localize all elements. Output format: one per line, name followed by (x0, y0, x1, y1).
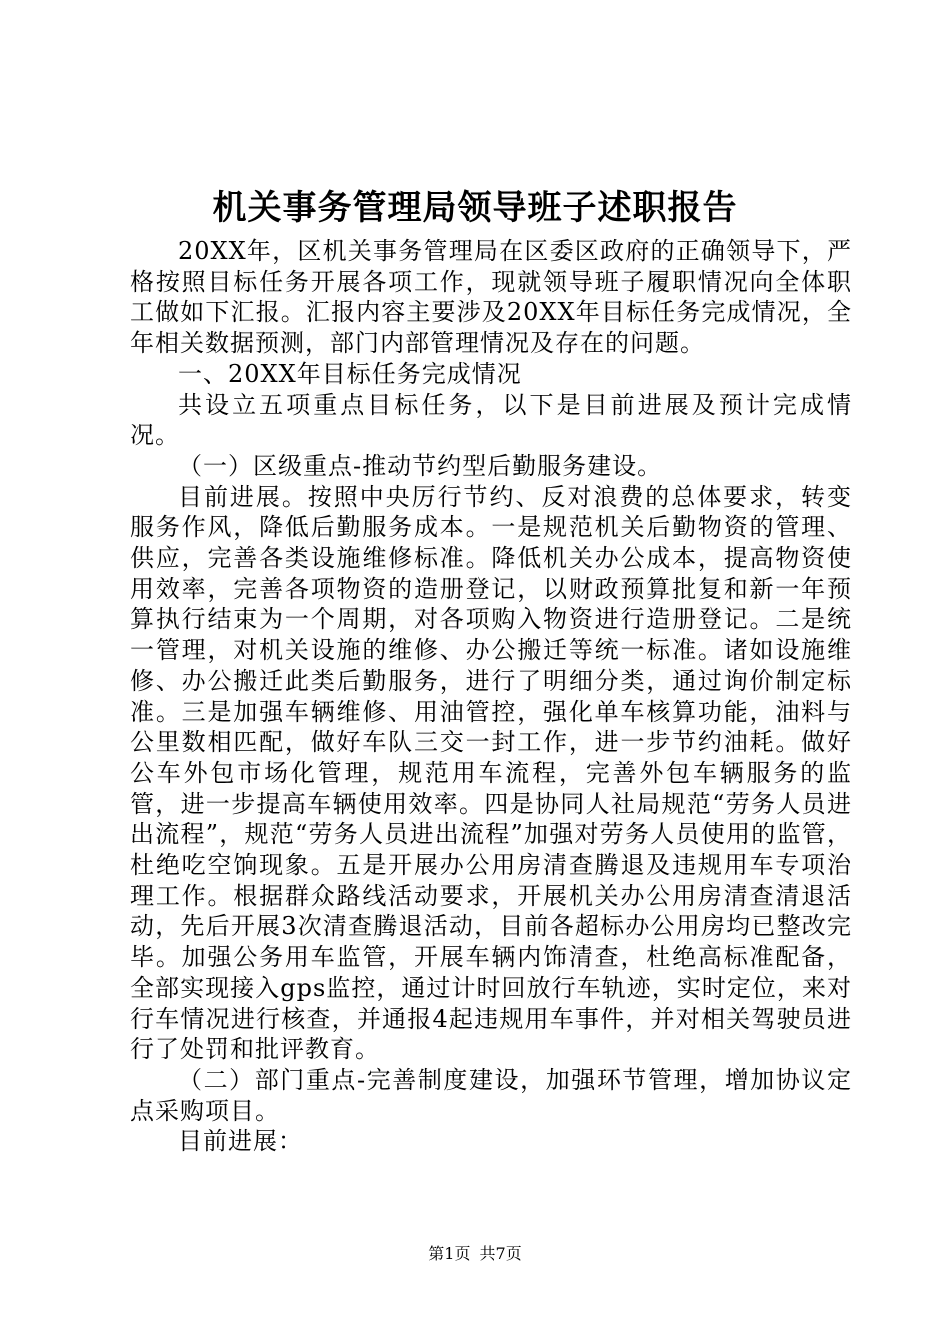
page-total: 共7页 (479, 1244, 522, 1263)
paragraph-intro: 20XX年，区机关事务管理局在区委区政府的正确领导下，严格按照目标任务开展各项工作，现就领导班子履职情况向全体职工做如下汇报。汇报内容主要涉及20XX年目标任务完成情况，全年相关数据预测，部门内部管理情况及存在的问题。 (130, 237, 852, 358)
document-title: 机关事务管理局领导班子述职报告 (212, 188, 738, 228)
subsection-heading-2: （二）部门重点-完善制度建设，加强环节管理，增加协议定点采购项目。 (130, 1065, 852, 1125)
document-body (130, 236, 852, 1157)
section-heading-1: 一、20XX年目标任务完成情况 (178, 359, 522, 388)
paragraph-overview: 共设立五项重点目标任务，以下是目前进展及预计完成情况。 (130, 390, 852, 450)
subsection-heading-1: （一）区级重点-推动节约型后勤服务建设。 (178, 451, 663, 480)
page-number: 第1页 (428, 1244, 471, 1263)
page-footer (0, 1243, 950, 1265)
paragraph-progress-1: 目前进展。按照中央厉行节约、反对浪费的总体要求，转变服务作风，降低后勤服务成本。一是规范机关后勤物资的管理、供应，完善各类设施维修标准。降低机关办公成本，提高物资使用效率，完善各项物资的造册登记，以财政预算批复和新一年预算执行结束为一个周期，对各项购入物资进行造册登记。二是统一管理，对机关设施的维修、办公搬迁等统一标准。诸如设施维修、办公搬迁此类后勤服务，进行了明细分类，通过询价制定标准。三是加强车辆维修、用油管控，强化单车核算功能，油料与公里数相匹配，做好车队三交一封工作，进一步节约油耗。做好公车外包市场化管理，规范用车流程，完善外包车辆服务的监管，进一步提高车辆使用效率。四是协同人社局规范“劳务人员进出流程”，规范“劳务人员进出流程”加强对劳务人员使用的监管，杜绝吃空饷现象。五是开展办公用房清查腾退及违规用车专项治理工作。根据群众路线活动要求，开展机关办公用房清查清退活动，先后开展3次清查腾退活动，目前各超标办公用房均已整改完毕。加强公务用车监管，开展车辆内饰清查，杜绝高标准配备，全部实现接入gps监控，通过计时回放行车轨迹，实时定位，来对行车情况进行核查，并通报4起违规用车事件，并对相关驾驶员进行了处罚和批评教育。 (130, 482, 852, 1064)
paragraph-progress-2: 目前进展： (178, 1127, 303, 1156)
